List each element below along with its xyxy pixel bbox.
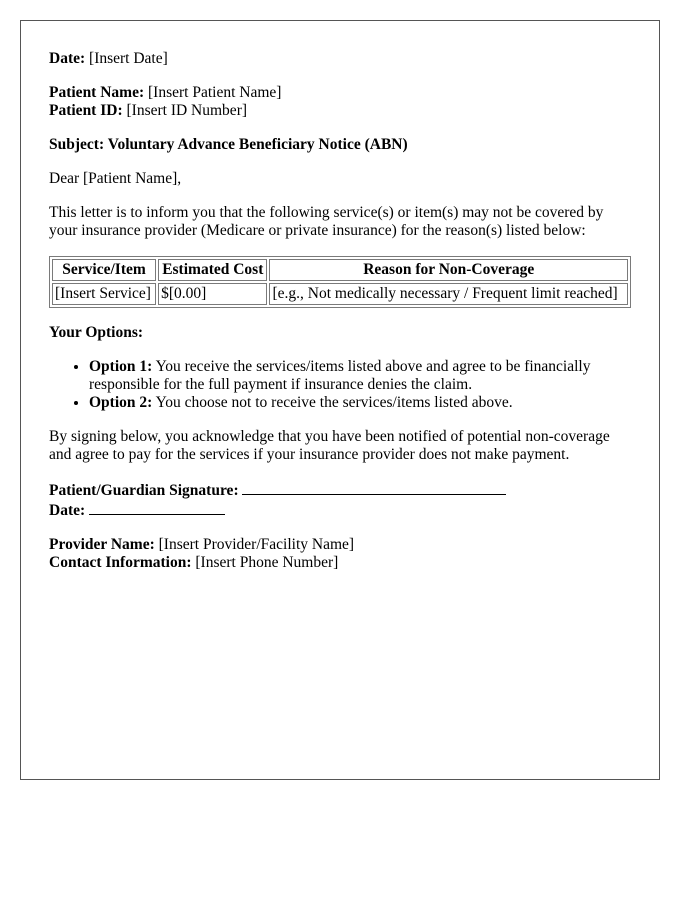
- greeting: Dear [Patient Name],: [49, 170, 182, 187]
- list-item: [89, 358, 631, 394]
- patient-id-label: Patient ID:: [49, 102, 123, 119]
- signature-field[interactable]: [242, 480, 506, 495]
- header-service-item: Service/Item: [52, 259, 156, 281]
- signature-date-label: Date:: [49, 502, 86, 519]
- cell-cost: $[0.00]: [158, 283, 267, 305]
- option-2-label: Option 2:: [89, 394, 153, 411]
- date-line: [49, 50, 631, 68]
- cell-service: [Insert Service]: [52, 283, 156, 305]
- provider-name-label: Provider Name:: [49, 536, 155, 553]
- option-2-text: You choose not to receive the services/items listed above.: [155, 394, 513, 411]
- intro-paragraph: This letter is to inform you that the following service(s) or item(s) may not be covered by your insurance provider (Medicare or private insurance) for the reason(s) listed below:: [49, 204, 604, 239]
- signature-date-line: [49, 500, 631, 520]
- patient-name-label: Patient Name:: [49, 84, 145, 101]
- signature-date-field[interactable]: [89, 500, 225, 515]
- patient-id-value: [Insert ID Number]: [126, 102, 248, 119]
- table-header-row: [52, 259, 628, 281]
- date-value: [Insert Date]: [89, 50, 168, 67]
- list-item: [89, 394, 631, 412]
- patient-info: [49, 84, 631, 120]
- header-estimated-cost: Estimated Cost: [158, 259, 267, 281]
- option-1-label: Option 1:: [89, 358, 153, 375]
- signature-block: [49, 480, 631, 520]
- table-row: [52, 283, 628, 305]
- options-heading: Your Options:: [49, 324, 144, 341]
- cell-reason: [e.g., Not medically necessary / Frequent limit reached]: [269, 283, 628, 305]
- patient-name-line: [49, 84, 631, 102]
- signature-line: [49, 480, 631, 500]
- contact-info-label: Contact Information:: [49, 554, 192, 571]
- coverage-table: [49, 256, 631, 308]
- options-list: [49, 358, 631, 412]
- letter-page: [20, 20, 660, 780]
- header-reason: Reason for Non-Coverage: [269, 259, 628, 281]
- patient-name-value: [Insert Patient Name]: [148, 84, 282, 101]
- provider-block: [49, 536, 631, 572]
- provider-name-value: [Insert Provider/Facility Name]: [158, 536, 355, 553]
- subject-text: Voluntary Advance Beneficiary Notice (ABN): [107, 136, 408, 153]
- contact-info-line: [49, 554, 631, 572]
- contact-info-value: [Insert Phone Number]: [195, 554, 339, 571]
- signature-label: Patient/Guardian Signature:: [49, 482, 239, 499]
- subject-label: Subject:: [49, 136, 105, 153]
- subject-line: [49, 136, 631, 154]
- acknowledgment-paragraph: By signing below, you acknowledge that you have been notified of potential non-coverage and agree to pay for the services if your insurance provider does not make payment.: [49, 428, 610, 463]
- date-label: Date:: [49, 50, 86, 67]
- patient-id-line: [49, 102, 631, 120]
- option-1-text: You receive the services/items listed above and agree to be financially responsible for the full payment if insurance denies the claim.: [89, 358, 591, 393]
- provider-name-line: [49, 536, 631, 554]
